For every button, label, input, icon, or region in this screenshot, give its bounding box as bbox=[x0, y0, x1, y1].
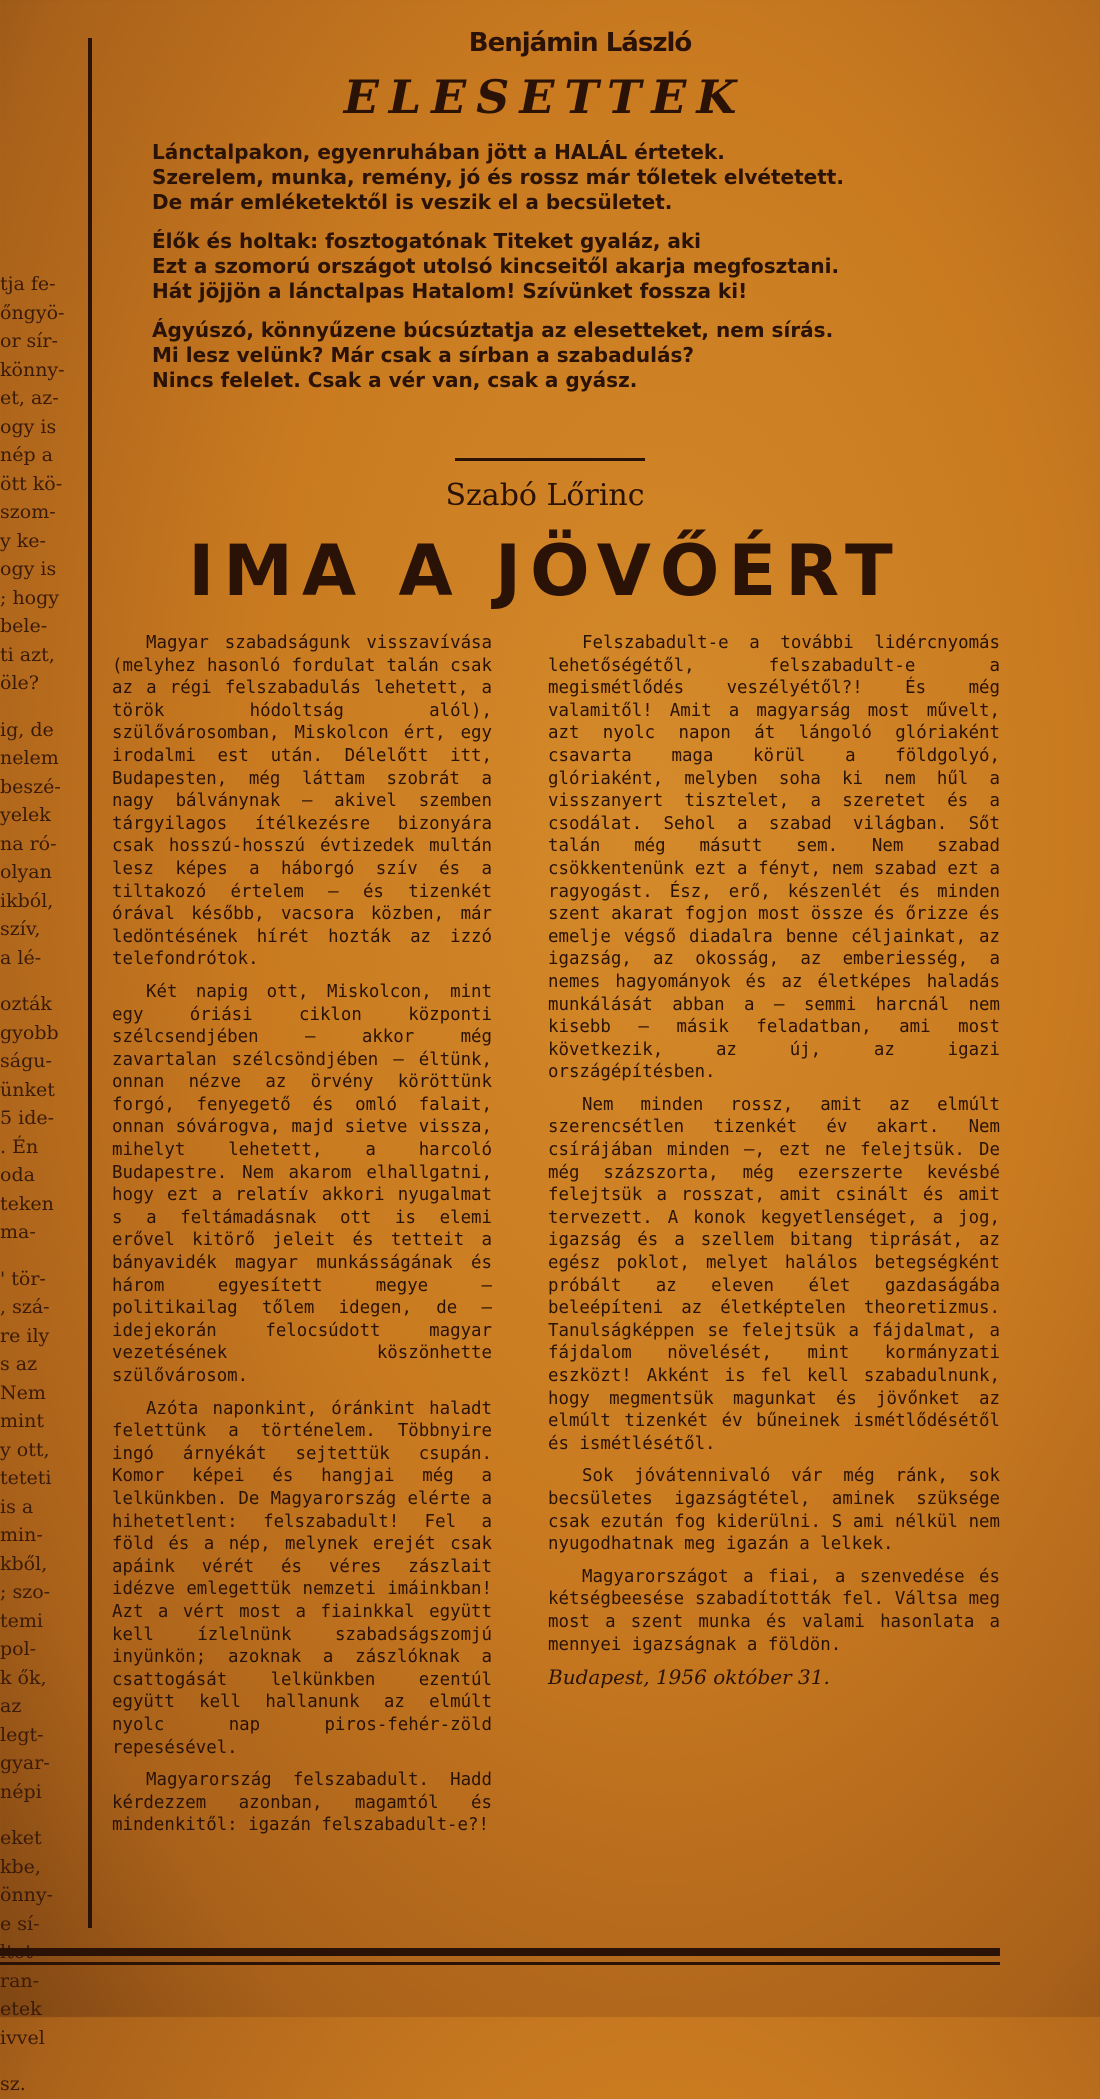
left-column-fragment: ti azt, bbox=[0, 643, 55, 666]
left-column-fragment: yelek bbox=[0, 804, 51, 826]
left-column-fragment: ' tör- bbox=[0, 1267, 46, 1290]
left-column-fragment: bele- bbox=[0, 615, 48, 637]
article-column-2 bbox=[548, 632, 1000, 1699]
left-column-fragment: olyan bbox=[0, 861, 52, 883]
left-column-fragment: 5 ide- bbox=[0, 1107, 55, 1129]
left-column-fragment: könny- bbox=[0, 358, 65, 381]
left-column-fragment: re ily bbox=[0, 1324, 50, 1347]
poem-author: Benjámin László bbox=[468, 28, 692, 58]
left-column-fragment: ma- bbox=[0, 1221, 36, 1243]
left-column-fragment: s az bbox=[0, 1353, 38, 1375]
poem-stanza bbox=[152, 140, 1032, 215]
article-paragraph: Azóta naponkint, óránkint haladt felettünk a történelem. Többnyire ingó árnyékát sejtettük csupán. Komor képei és hangjai még a lelkünkben. De Magyarország elérte a hihetetlent: felszabadult! Fel a föld és a nép, melynek erejét csak apáink vérét és véres zászlait idézve emlegettük nemzeti imáinkban! Azt a vért most a fiainkkal együtt kell ízlelnünk szabadságszomjú inyünkön; azoknak a zászlóknak a csattogását lelkünkben ezentúl együtt kell hallanunk az elmúlt nyolc nap piros-fehér-zöld repesésével. bbox=[112, 1398, 492, 1758]
article-paragraph: Magyarországot a fiai, a szenvedése és kétségbeesése szabadították fel. Váltsa meg most a szent munka és valami hasonlata a mennyei igazságnak a földön. bbox=[548, 1566, 1000, 1655]
column-divider-vertical bbox=[88, 38, 92, 1928]
left-column-fragment: szív, bbox=[0, 918, 41, 940]
left-column-fragment: etek bbox=[0, 1998, 42, 2020]
left-column-fragment: öle? bbox=[0, 672, 39, 694]
left-column-fragment: a lé- bbox=[0, 946, 42, 969]
bottom-rule bbox=[0, 1948, 1000, 1956]
left-column-fragment: ig, de bbox=[0, 718, 54, 741]
left-column-fragment: y ott, bbox=[0, 1438, 50, 1461]
left-column-fragment: eket bbox=[0, 1827, 42, 1849]
poem-line: Szerelem, munka, remény, jó és rossz már tőletek elvétetett. bbox=[152, 165, 844, 189]
article-signature: Budapest, 1956 október 31. bbox=[548, 1665, 830, 1690]
left-column-fragment: ogy is bbox=[0, 415, 57, 438]
left-column-fragment: önny- bbox=[0, 1884, 54, 1906]
poem-body bbox=[152, 140, 1032, 407]
article-paragraph: Magyar szabadságunk visszavívása (melyhez hasonló fordulat talán csak az a régi felszabadulás lehetett, a török hódoltság alól), szülővárosomban, Miskolcon ért, egy irodalmi est után. Délelőtt itt, Budapesten, még láttam szobrát a nagy bálványnak — akivel szemben tárgyilagos ítélkezésre bizonyára csak hosszú-hosszú évtizedek multán lesz képes a háborgó szív és a tiltakozó értelem — és tizenkét órával később, vacsora közben, már ledöntésének hírét hozták az izzó telefondrótok. bbox=[112, 633, 492, 970]
fragment-gap bbox=[0, 972, 80, 990]
fragment-gap bbox=[0, 2052, 80, 2070]
bottom-rule-thin bbox=[0, 1962, 1000, 1965]
left-column-fragment: y ke- bbox=[0, 529, 46, 552]
left-column-fragment: , szá- bbox=[0, 1296, 50, 1318]
poem-line: Mi lesz velünk? Már csak a sírban a szabadulás? bbox=[152, 343, 695, 367]
poem-line: Ezt a szomorú országot utolsó kincseitől akarja megfosztani. bbox=[152, 254, 840, 278]
poem-line: Hát jöjjön a lánctalpas Hatalom! Szívünket fossza ki! bbox=[152, 279, 748, 303]
left-column-fragment: ozták bbox=[0, 993, 52, 1015]
left-column-fragment: ünket bbox=[0, 1078, 55, 1101]
left-column-fragment: or sír- bbox=[0, 330, 58, 352]
left-column-fragment: na ró- bbox=[0, 832, 57, 855]
article-author: Szabó Lőrinc bbox=[445, 478, 645, 513]
left-column-fragment: legt- bbox=[0, 1723, 44, 1746]
left-column-fragment: ran- bbox=[0, 1969, 40, 1992]
section-divider bbox=[455, 458, 645, 461]
article-paragraph: Felszabadult-e a további lidércnyomás lehetőségétől, felszabadult-e a megismétlődés veszélyétől?! És még valamitől! Amit a magyarság most művelt, azt nyolc napon át lángoló glóriaként csavarta maga körül a földgolyó, glóriaként, melyben soha ki nem hűl a visszanyert tisztelet, a szeretet és a csodálat. Sehol a szabad világban. Sőt talán még másutt sem. Nem szabad csökkentenünk ezt a fényt, nem szabad ezt a ragyogást. Ész, erő, készenlét és minden szent akarat fogjon most össze és őrizze és emelje végső diadalra benne céljainkat, az igazság, az okosság, az emberiesség, a nemes hagyományok és az életképes haladás munkálását abban a — semmi harcnál nem kisebb — másik feladatban, ami most következik, az új, az igazi országépítésben. bbox=[548, 633, 1000, 1083]
left-column-fragment: e sí- bbox=[0, 1912, 40, 1935]
left-column-fragment: min- bbox=[0, 1524, 43, 1546]
left-column-fragment: teken bbox=[0, 1192, 54, 1215]
left-column-fragment: az bbox=[0, 1695, 22, 1717]
article-title: IMA A JÖVŐÉRT bbox=[188, 530, 902, 612]
article-column-1 bbox=[112, 632, 492, 1847]
poem-line: Ágyúszó, könnyűzene búcsúztatja az elesetteket, nem sírás. bbox=[152, 318, 834, 342]
left-column-fragment: ogy is bbox=[0, 558, 57, 580]
left-column-fragment: is a bbox=[0, 1495, 34, 1518]
left-column-fragment: . Én bbox=[0, 1135, 39, 1158]
poem-line: Élők és holtak: fosztogatónak Titeket gyaláz, aki bbox=[152, 229, 702, 253]
article-paragraph: Magyarország felszabadult. Hadd kérdezzem azonban, magamtól és mindenkitől: igazán felszabadult-e?! bbox=[112, 1770, 492, 1836]
left-column-fragment: ött kö- bbox=[0, 472, 63, 495]
left-column-fragment: gyobb bbox=[0, 1021, 59, 1044]
left-column-fragment: mint bbox=[0, 1410, 44, 1432]
left-column-fragment: teteti bbox=[0, 1467, 52, 1489]
left-column-fragment: beszé- bbox=[0, 775, 61, 798]
left-column-fragment: ságu- bbox=[0, 1050, 52, 1072]
left-column-fragment: ivvel bbox=[0, 2026, 45, 2049]
left-column-fragment: kből, bbox=[0, 1552, 48, 1575]
poem-stanza bbox=[152, 229, 1032, 304]
left-column-fragment: kbe, bbox=[0, 1855, 41, 1878]
left-column-fragment: nelem bbox=[0, 747, 59, 769]
left-column-fragment: szom- bbox=[0, 501, 56, 523]
left-column-fragment: sz. bbox=[0, 2073, 26, 2095]
article-paragraph: Sok jóvátennivaló vár még ránk, sok becsületes igazságtétel, aminek szüksége csak ezután fog kiderülni. S ami nélkül nem nyugodhatnak meg igazán a lelkek. bbox=[548, 1466, 1000, 1555]
fragment-gap bbox=[0, 1247, 80, 1265]
left-column-fragment: pol- bbox=[0, 1638, 37, 1660]
poem-line: Lánctalpakon, egyenruhában jött a HALÁL értetek. bbox=[152, 140, 725, 164]
left-column-fragment: népi bbox=[0, 1780, 42, 1803]
left-column-fragment: ; hogy bbox=[0, 586, 60, 609]
left-column-fragment: temi bbox=[0, 1609, 43, 1632]
left-column-fragment: Nem bbox=[0, 1381, 46, 1404]
left-column-fragment: oda bbox=[0, 1164, 35, 1186]
left-column-fragment: gyar- bbox=[0, 1752, 50, 1774]
left-column-fragment: ; szo- bbox=[0, 1581, 51, 1603]
article-paragraph: Nem minden rossz, amit az elmúlt szerencsétlen tizenkét év akart. Nem csírájában minden —, ezt ne felejtsük. De még százszorta, még ezerszerte kevésbé felejtsük a rosszat, amit csinált és amit tervezett. A konok kegyetlenséget, a jog, igazság és a szellem bitang tiprását, az egész poklot, melyet halálos betegségként próbált az eleven élet gazdaságába beleépíteni az életképtelen theoretizmus. Tanulságképpen se felejtsük a fájdalmat, a fájdalom növelését, mint kormányzati eszközt! Akként is fel kell szabadulnunk, hogy megmentsük magunkat és jövőnket az elmúlt tizenkét év bűneinek ismétlődésétől és ismétlésétől. bbox=[548, 1094, 1000, 1454]
left-column-fragment: et, az- bbox=[0, 387, 59, 409]
article-paragraph: Két napig ott, Miskolcon, mint egy óriási ciklon központi szélcsendjében — akkor még zavartalan szélcsöndjében — éltünk, onnan nézve az örvény köröttünk forgó, fenyegető és omló falait, onnan sóvárogva, majd sietve vissza, mihelyt lehetett, a harcoló Budapestre. Nem akarom elhallgatni, hogy ezt a relatív akkori nyugalmat s a feltámadásnak ott is elemi erővel kitörő jeleit és tetteit a bányavidék magyar munkásságának és három egyesített megye — politikailag tőlem idegen, de — idejekorán felocsúdott magyar vezetésének köszönhette szülővárosom. bbox=[112, 981, 492, 1386]
poem-stanza bbox=[152, 318, 1032, 393]
poem-line: Nincs felelet. Csak a vér van, csak a gyász. bbox=[152, 368, 638, 392]
left-column-fragment: őngyö- bbox=[0, 301, 65, 324]
poem-line: De már emléketektől is veszik el a becsületet. bbox=[152, 190, 673, 214]
fragment-gap bbox=[0, 1806, 80, 1824]
left-column-fragment: k ők, bbox=[0, 1666, 47, 1689]
left-column-fragment: nép a bbox=[0, 444, 54, 466]
left-column-fragments bbox=[0, 270, 80, 2095]
left-column-fragment: ikból, bbox=[0, 889, 54, 912]
poem-title: ELESETTEK bbox=[343, 70, 747, 124]
left-column-fragment: tja fe- bbox=[0, 273, 56, 295]
fragment-gap bbox=[0, 698, 80, 716]
